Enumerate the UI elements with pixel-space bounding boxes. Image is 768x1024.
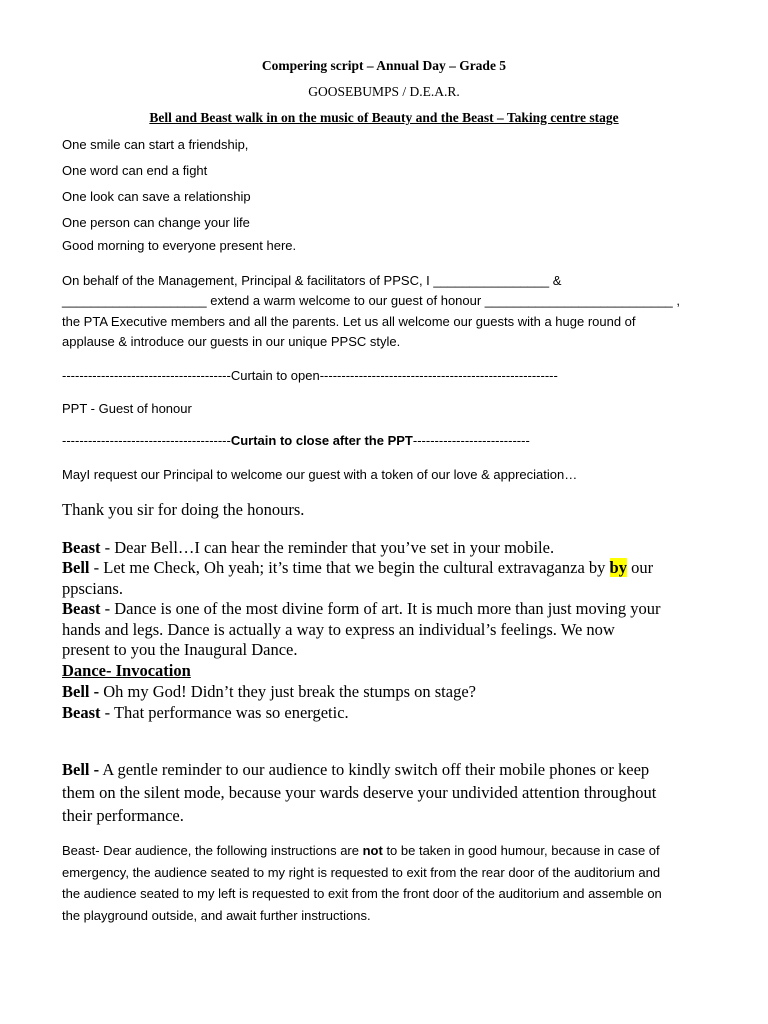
emphasis-word: not — [362, 843, 383, 858]
reminder-line — [62, 758, 656, 781]
welcome-line: On behalf of the Management, Principal & facilitators of PPSC, I ________________ & — [62, 273, 562, 288]
speaker-name: Beast — [62, 599, 101, 618]
instruction-line: the audience seated to my left is requested to exit from the front door of the auditorium and assemble on — [62, 886, 662, 901]
curtain-open-cue: ---------------------------------------Curtain to open------------------------------------------------------- — [62, 368, 558, 383]
dialogue-text: Oh my God! Didn’t they just break the stumps on stage? — [99, 682, 476, 701]
highlighted-word: by — [609, 558, 627, 577]
dialogue-text: - Dear Bell…I can hear the reminder that you’ve set in your mobile. — [100, 538, 555, 557]
dialogue-line — [62, 682, 476, 703]
dialogue-line: ppscians. — [62, 579, 123, 598]
dialogue-line — [62, 538, 554, 559]
instruction-line: emergency, the audience seated to my right is requested to exit from the rear door of the auditorium and — [62, 864, 661, 880]
instruction-text: Beast- Dear audience, the following instructions are — [62, 843, 363, 858]
dialogue-text: - Let me Check, Oh yeah; it’s time that we begin the cultural extravaganza by — [89, 558, 610, 577]
reminder-text: A gentle reminder to our audience to kindly switch off their mobile phones or keep — [99, 760, 650, 779]
dash-line: --------------------------------------- — [62, 433, 231, 448]
curtain-close-cue — [62, 433, 530, 449]
ppt-cue: PPT - Guest of honour — [62, 401, 192, 416]
speaker-name: Bell — [62, 558, 90, 577]
principal-request: MayI request our Principal to welcome our guest with a token of our love & appreciation… — [62, 467, 578, 482]
dialogue-line: present to you the Inaugural Dance. — [62, 640, 298, 659]
poem-line: One person can change your life — [62, 215, 250, 230]
poem-line: One look can save a relationship — [62, 189, 251, 204]
instruction-line — [62, 840, 662, 862]
speaker-name: Beast — [62, 538, 101, 557]
dash-line: --------------------------- — [412, 433, 530, 448]
document-subtitle: GOOSEBUMPS / D.E.A.R. — [308, 84, 460, 99]
stage-direction: Bell and Beast walk in on the music of Beauty and the Beast – Taking centre stage — [149, 110, 619, 125]
document-title: Compering script – Annual Day – Grade 5 — [261, 58, 507, 73]
instruction-text: to be taken in good humour, because in case of — [382, 843, 660, 858]
speaker-name: Beast — [62, 703, 101, 722]
welcome-line: ____________________ extend a warm welcome to our guest of honour __________________________ , — [62, 293, 681, 308]
instructions-paragraph — [62, 840, 662, 926]
dialogue-line — [62, 558, 653, 579]
thanks-line: Thank you sir for doing the honours. — [62, 500, 305, 519]
poem-line: One word can end a fight — [62, 163, 208, 178]
speaker-name: Bell - — [62, 760, 100, 779]
poem-line: One smile can start a friendship, — [62, 137, 249, 152]
reminder-paragraph — [62, 758, 656, 827]
dialogue-text: - That performance was so energetic. — [100, 703, 349, 722]
dialogue-line — [62, 599, 660, 620]
reminder-line: their performance. — [62, 806, 184, 825]
dialogue-line: hands and legs. Dance is actually a way to express an individual’s feelings. We now — [62, 620, 615, 639]
dialogue-line — [62, 703, 349, 724]
cue-text: Curtain to close after the PPT — [230, 433, 413, 448]
reminder-line: them on the silent mode, because your wards deserve your undivided attention throughout — [62, 783, 657, 802]
instruction-line: the playground outside, and await further instructions. — [62, 907, 371, 923]
speaker-name: Bell - — [62, 682, 100, 701]
dance-heading: Dance- Invocation — [62, 661, 191, 680]
dialogue-text: - Dance is one of the most divine form of art. It is much more than just moving your — [100, 599, 661, 618]
welcome-line: applause & introduce our guests in our unique PPSC style. — [62, 334, 401, 349]
greeting-line: Good morning to everyone present here. — [62, 238, 297, 253]
dialogue-text: our — [626, 558, 654, 577]
welcome-line: the PTA Executive members and all the parents. Let us all welcome our guests with a huge round of — [62, 314, 636, 329]
